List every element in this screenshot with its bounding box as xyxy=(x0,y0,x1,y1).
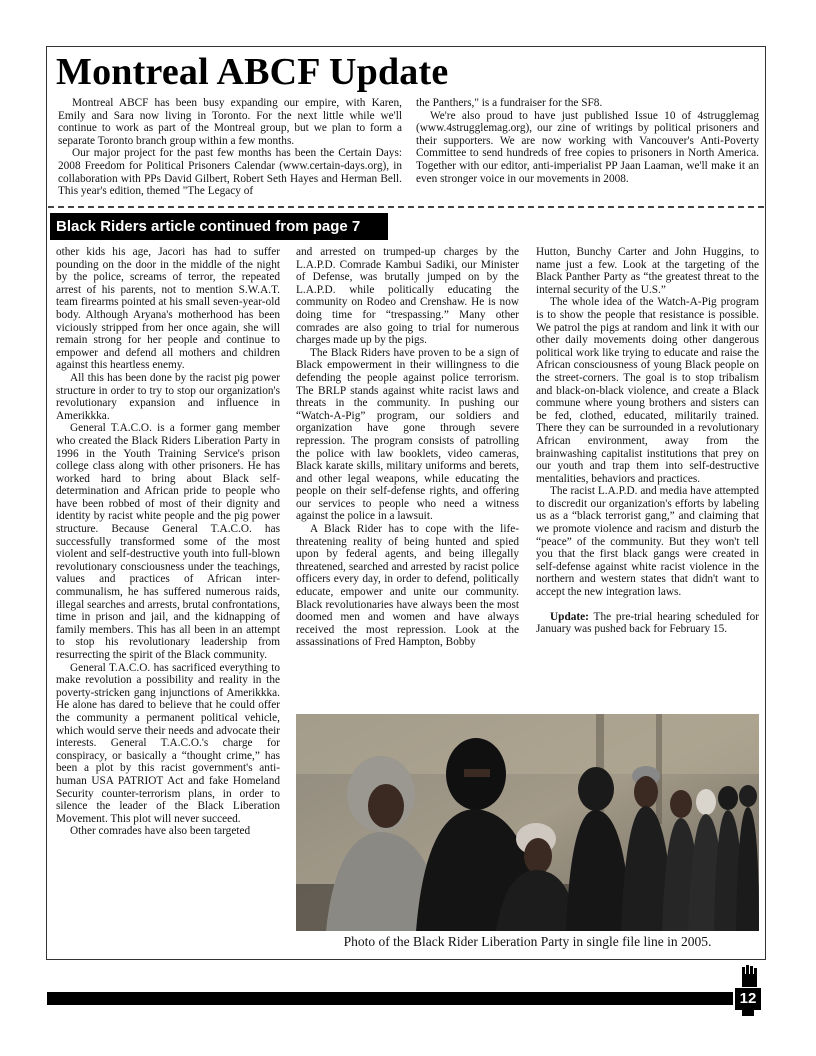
page-badge-stem xyxy=(742,1008,754,1016)
intro-paragraph-continued: the Panthers," is a fundraiser for the SF8. xyxy=(416,97,603,109)
intro-column-2 xyxy=(416,97,759,185)
photo-illustration xyxy=(296,714,759,931)
continued-banner: Black Riders article continued from page 7 xyxy=(50,213,388,240)
article-paragraph: General T.A.C.O. has sacrificed everything to make revolution a possibility and reality in the poverty-stricken gang injunctions of Amerikkka. He alone has dared to believe that he could offer the community a permanent political vehicle, which would serve their needs and advocate their interests. General T.A.C.O.'s charge for conspiracy, or basically a “thought crime,” has been a plot by this racist government's anti-human USA PATRIOT Act and fake Homeland Security counter-terrorism plans, in order to silence the leader of the Black Liberation Movement. This plot will never succeed. xyxy=(56,661,280,825)
intro-column-1 xyxy=(58,97,402,198)
update-note xyxy=(536,611,759,636)
article-paragraph: Other comrades have also been targeted xyxy=(70,825,251,838)
article-paragraph: All this has been done by the racist pig power structure in order to try to stop our organization's revolutionary expansion and influence in Amerikkka. xyxy=(56,371,280,422)
article-paragraph: and arrested on trumped-up charges by the L.A.P.D. Comrade Kambui Sadiki, our Minister of Defense, was brutally jumped on by the L.A.P.D. while politically educating the community on Rodeo and Crenshaw. He is now doing time for “trespassing.” Many other comrades are also going to trial for numerous charges made up by the pigs. xyxy=(296,246,519,347)
photo-caption: Photo of the Black Rider Liberation Party in single file line in 2005. xyxy=(343,934,712,949)
article-column-2 xyxy=(296,246,519,649)
article-paragraph: other kids his age, Jacori has had to suffer pounding on the door in the middle of the night by the police, screams of terror, the repeated arrest of his parents, not to mention S.W.A.T. team firearms pointed at his small seven-year-old body. Although Aryana's motherhood has been viciously stripped from her once again, she will remain strong for her people and continue to empower and defend all mothers and children against this heartless enemy. xyxy=(56,246,280,372)
update-label: Update: xyxy=(550,610,589,623)
article-paragraph: Hutton, Bunchy Carter and John Huggins, to name just a few. Look at the targeting of the Black Panther Party as “the greatest threat to the internal security of the U.S.” xyxy=(536,246,759,296)
group-photo xyxy=(296,714,759,931)
raised-fist-icon xyxy=(739,965,759,987)
article-column-1 xyxy=(56,246,280,838)
footer-bar xyxy=(47,992,733,1005)
article-paragraph: General T.A.C.O. is a former gang member who created the Black Riders Liberation Party in 1996 in the Youth Training Service's prison college class along with other prisoners. He has worked hard to bring about Black self-determination and African pride to people who have been robbed of most of their dignity and identity by racist white people and the pig power structure. Because General T.A.C.O. has successfully transformed some of the most violent and self-destructive youth into full-blown revolutionary consciousness under the teachings, values and practices of African inter-communalism, he has suffered numerous raids, illegal searches and arrests, brutal confrontations, time in prison and jail, and the kidnapping of family members. This has all been in an attempt to stop his revolutionary leadership from resurrecting the spirit of the Black community. xyxy=(56,422,280,661)
page-title: Montreal ABCF Update xyxy=(56,51,449,93)
article-paragraph: The racist L.A.P.D. and media have attempted to discredit our organization's efforts by labeling us as a “black terrorist gang,” and claiming that we promote violence and racism and disturb the “peace” of the community. But they won't tell you that the first black gangs were created in self-defense against white racist violence in the northern and western states that didn't want to accept the new integration laws. xyxy=(536,485,759,599)
page-number: 12 xyxy=(739,990,757,1007)
intro-paragraph: We're also proud to have just published Issue 10 of 4strugglemag (www.4strugglemag.org), our zine of writings by political prisoners and their supporters. We are now working with Vancouver's Anti-Poverty Committee to send hundreds of free copies to prisoners in North America. Together with our editor, anti-imperialist PP Jaan Laaman, we'll make it an even stronger voice in our movements in 2008. xyxy=(416,109,759,185)
article-paragraph: A Black Rider has to cope with the life-threatening reality of being hunted and spied upon by federal agents, and being illegally threatened, searched and arrested by racist police officers every day, in order to defend, politically educate, empower and unite our community. Black revolutionaries have always been the most doomed men and women and have always received the most repression. Look at the assassinations of Fred Hampton, Bobby xyxy=(296,523,519,649)
article-column-3 xyxy=(536,246,759,636)
article-paragraph: The Black Riders have proven to be a sign of Black empowerment in their willingness to die defending the people against police terrorism. The BRLP stands against white racist laws and threats in the community. In pushing our “Watch-A-Pig” program, our soldiers and organization have gone through severe repression. The program consists of patrolling the police with law booklets, video cameras, Black karate skills, military uniforms and berets, and other legal weapons, while educating the people on their self-defense rights, and offering our services to people who need a witness against the police in a lawsuit. xyxy=(296,346,519,523)
intro-paragraph: Our major project for the past few months has been the Certain Days: 2008 Freedom for Political Prisoners Calendar (www.certain-days.org), in collaboration with PPs David Gilbert, Robert Seth Hayes and Herman Bell. This year's edition, themed "The Legacy of xyxy=(58,147,402,198)
intro-paragraph: Montreal ABCF has been busy expanding our empire, with Karen, Emily and Sara now living in Toronto. For the next little while we'll continue to work as part of the Montreal group, but we plan to form a separate Toronto branch group within a few months. xyxy=(58,97,402,147)
article-paragraph: The whole idea of the Watch-A-Pig program is to show the people that resistance is possible. We patrol the pigs at random and link it with our other daily movements doing other dangerous political work like trying to educate and raise the African consciousness of young Black people on the street-corners. The goal is to stop tribalism and black-on-black violence, and create a Black commune where young brothers and sisters can be fed, clothed, educated, militarily trained. There they can be surrounded in a revolutionary African environment, away from the brainwashing capitalist institutions that prey on our youth and trap them into self-destructive mentalities, behaviors and practices. xyxy=(536,296,759,485)
update-text: The pre-trial hearing scheduled for January was pushed back for February 15. xyxy=(536,610,759,636)
section-divider xyxy=(48,206,764,208)
